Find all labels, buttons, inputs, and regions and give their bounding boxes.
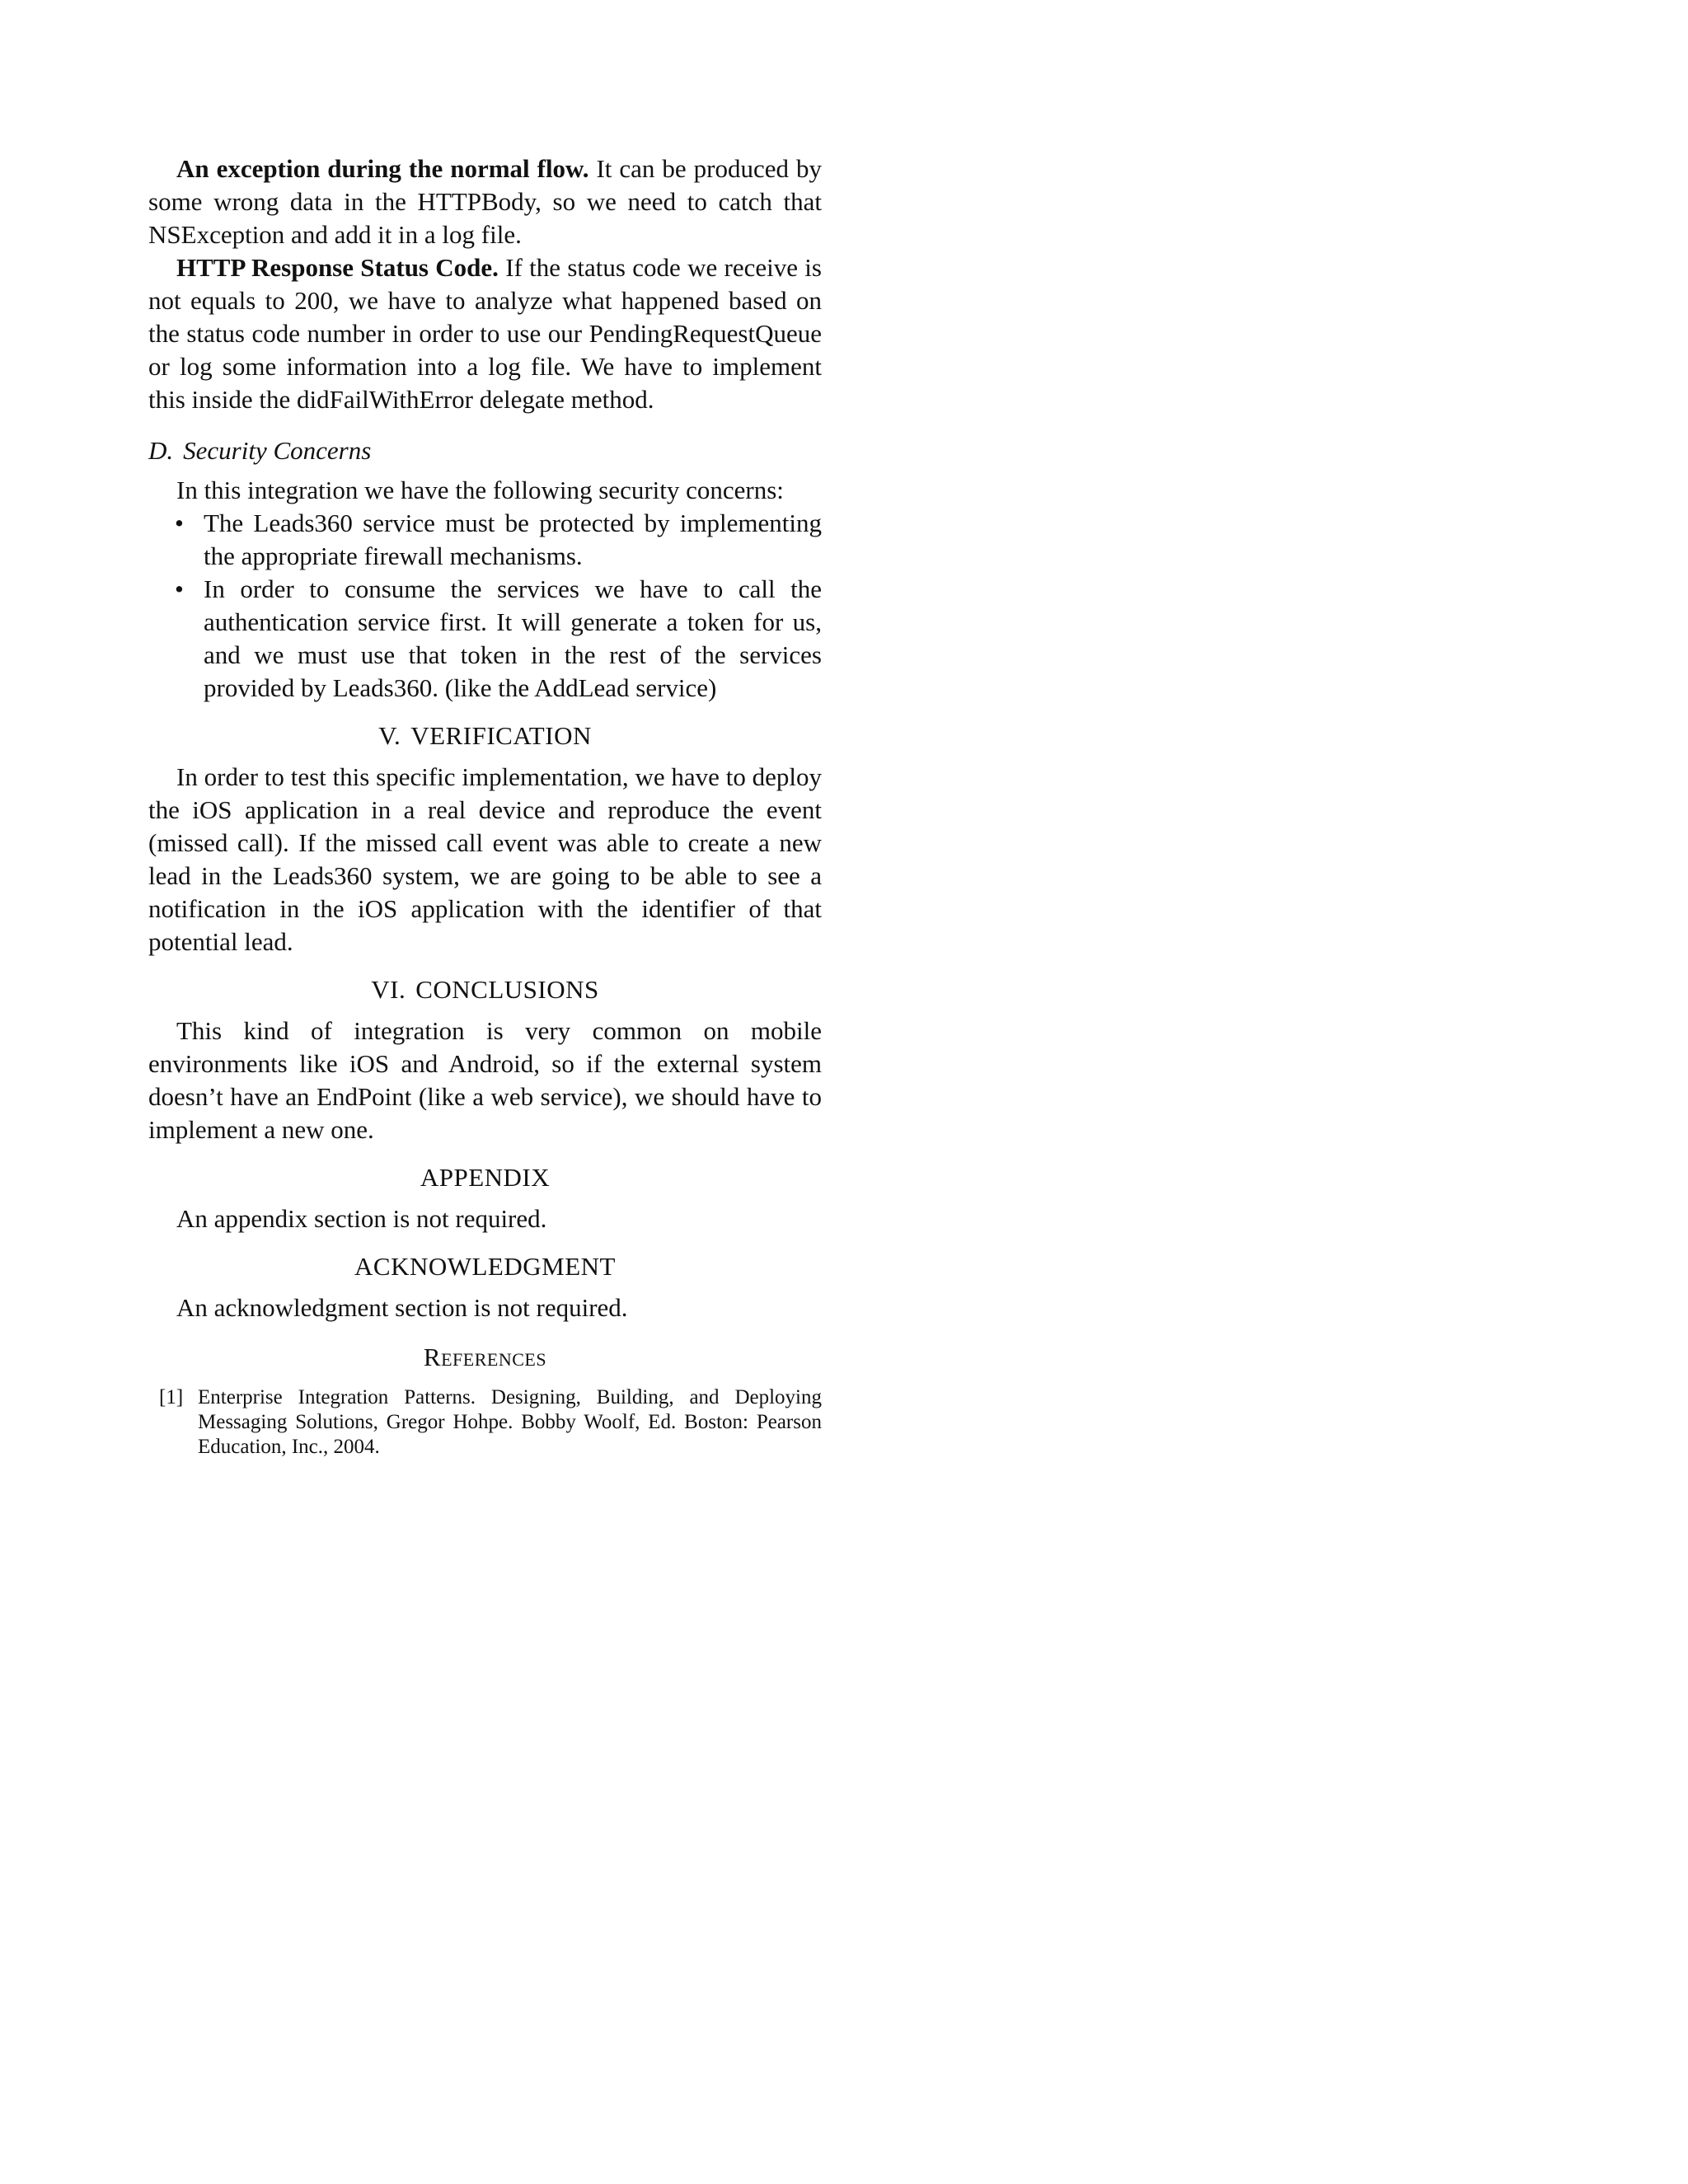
appendix-paragraph: An appendix section is not required.	[176, 1204, 547, 1233]
http-status-run-in-heading: HTTP Response Status Code.	[176, 253, 499, 282]
bullet-text: In order to consume the services we have to call the authentication service first. It will generate a token for us, and we must use that token in the rest of the services provided by Leads360. (like the AddLead service)	[204, 574, 822, 702]
http-status-paragraph	[148, 251, 822, 416]
exception-run-in-heading: An exception during the normal flow.	[176, 154, 589, 183]
bullet-icon: •	[175, 509, 184, 537]
acknowledgment-paragraph: An acknowledgment section is not required.	[176, 1293, 628, 1322]
verification-heading	[148, 719, 822, 752]
references-heading: References	[423, 1343, 547, 1371]
security-subsection-letter: D.	[148, 436, 174, 465]
verification-number: V.	[378, 721, 401, 750]
verification-paragraph: In order to test this specific implementation, we have to deploy the iOS application in a real device and reproduce the event (missed call). If the missed call event was able to create a new lead in the Leads360 system, we are going to be able to see a notification in the iOS application with the identifier of that potential lead.	[148, 762, 822, 956]
security-subsection-heading	[148, 434, 822, 467]
bullet-icon: •	[175, 574, 184, 603]
acknowledgment-heading: ACKNOWLEDGMENT	[354, 1252, 616, 1281]
conclusions-paragraph: This kind of integration is very common on mobile environments like iOS and Android, so if the external system doesn’t have an EndPoint (like a web service), we should have to implement a new one.	[148, 1016, 822, 1144]
reference-number: [1]	[159, 1386, 184, 1408]
http-status-text: If the status code we receive is not equals to 200, we have to analyze what happened based on the status code number in order to use our PendingRequestQueue or log some information into a log file. We have to implement this inside the didFailWithError delegate method.	[148, 253, 822, 414]
conclusions-title: CONCLUSIONS	[415, 975, 599, 1004]
security-intro: In this integration we have the following security concerns:	[176, 476, 784, 504]
exception-paragraph	[148, 152, 822, 251]
appendix-heading: APPENDIX	[420, 1163, 551, 1192]
reference-item	[148, 1385, 822, 1460]
list-item	[148, 573, 822, 705]
security-subsection-title: Security Concerns	[183, 436, 372, 465]
conclusions-heading	[148, 973, 822, 1006]
reference-text: Enterprise Integration Patterns. Designing, Building, and Deploying Messaging Solutions, Gregor Hohpe. Bobby Woolf, Ed. Boston: Pearson Education, Inc., 2004.	[198, 1386, 822, 1458]
verification-title: VERIFICATION	[410, 721, 592, 750]
exception-text: It can be produced by some wrong data in the HTTPBody, so we need to catch that NSException and add it in a log file.	[148, 154, 823, 249]
bullet-text: The Leads360 service must be protected by implementing the appropriate firewall mechanisms.	[204, 509, 822, 570]
paper-column	[148, 152, 822, 1460]
list-item	[148, 507, 822, 573]
conclusions-number: VI.	[371, 975, 406, 1004]
security-bullet-list	[148, 507, 822, 705]
